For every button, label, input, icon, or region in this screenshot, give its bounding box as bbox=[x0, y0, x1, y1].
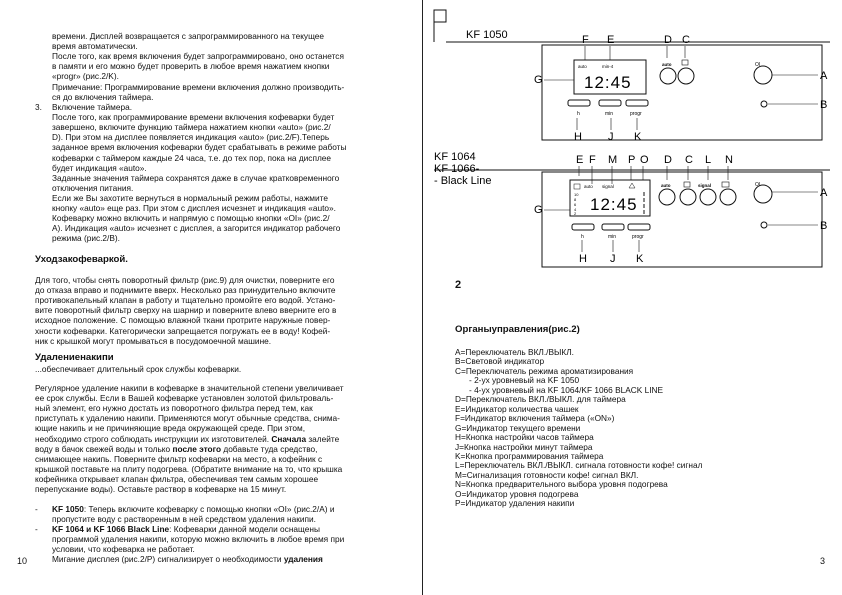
bold-segment: после этого bbox=[172, 443, 222, 454]
signal-button[interactable] bbox=[700, 189, 716, 205]
legend-item: - 4-ух уровневый на KF 1064/KF 1066 BLACK LINE bbox=[469, 384, 664, 395]
kf1064-cont3 bbox=[52, 554, 323, 564]
kf1064-bold: KF 1064 и KF 1066 Black Line bbox=[52, 524, 170, 534]
text-line: снимающее накипь. Поверните фильтр кофеварки на место, а кофейник с bbox=[35, 453, 323, 464]
callout-G2: G bbox=[534, 204, 543, 216]
text-line: режима (рис.2/B). bbox=[52, 233, 120, 244]
text-line: исходное положение. С помощью влажной ткани протрите наружные повер- bbox=[35, 315, 331, 326]
text-line: будет индикация «auto». bbox=[52, 162, 147, 173]
right-page bbox=[422, 0, 842, 595]
text-line: противокапельный клапан в работу и тщательно промойте его водой. Устано- bbox=[35, 295, 336, 306]
text-line: A). Индикация «auto» исчезнет с дисплея, а загорится индикатор рабочего bbox=[52, 223, 341, 234]
step-3-number: 3. bbox=[35, 102, 42, 112]
legend-item: O=Индикатор уровня подогрева bbox=[455, 488, 579, 499]
kf1064-line bbox=[52, 524, 320, 534]
kf1064-text: : Кофеварки данной модели оснащены bbox=[169, 524, 320, 534]
text-line: Примечание: Программирование времени включения должно производить- bbox=[52, 81, 345, 92]
legend-item: D=Переключатель ВКЛ./ВЫКЛ. для таймера bbox=[455, 394, 626, 405]
callout-H: H bbox=[574, 131, 582, 143]
legend-item: E=Индикатор количества чашек bbox=[455, 403, 579, 414]
btn-progr-label2: progr bbox=[632, 234, 644, 240]
text-line: D). При этом на дисплее появляется индикация «auto» (рис.2/F).Теперь bbox=[52, 132, 330, 143]
list-dash: - bbox=[35, 524, 38, 534]
text-line: кнопку «auto» еще раз. При этом с дисплея исчезнет и индикация «auto». bbox=[52, 203, 336, 213]
legend-item: N=Кнопка предварительного выбора уровня подогрева bbox=[455, 479, 668, 490]
callout-K: K bbox=[634, 131, 642, 143]
controls-heading: Органыуправления(рис.2) bbox=[455, 324, 580, 335]
kf1064-cont3-bold: удаления bbox=[283, 554, 323, 564]
callout-E2: E bbox=[576, 154, 584, 166]
text-line: завершено, включите функцию таймера нажатием кнопки «auto» (рис.2/ bbox=[52, 122, 331, 133]
text-line: кофеварки с таймером каждые 24 часа, т.е. до тех пор, пока на дисплее bbox=[52, 152, 332, 163]
text-line bbox=[35, 444, 317, 454]
text-line: «progr» (рис.2/K). bbox=[52, 71, 119, 82]
callout-G: G bbox=[534, 74, 543, 86]
legend-item: M=Сигнализация готовности кофе! сигнал ВКЛ. bbox=[455, 469, 639, 480]
text-segment: добавьте туда средство, bbox=[221, 443, 318, 454]
power-button[interactable] bbox=[754, 66, 772, 84]
text-line: ный элемент, его нужно достать из поворотного фильтра перед тем, как bbox=[35, 403, 313, 414]
text-line: После того, как программирование времени включения кофеварки будет bbox=[52, 112, 335, 123]
kf1050-text: : Теперь включите кофеварку с помощью кнопки «OI» (рис.2/A) и bbox=[83, 504, 335, 514]
btn-oi-label: OI bbox=[755, 62, 761, 68]
callout-J2: J bbox=[610, 253, 616, 265]
text-line: заданное время включения кофеварки будет срабатывать в режиме работы bbox=[52, 142, 347, 153]
legend-item: L=Переключатель ВКЛ./ВЫКЛ. сигнала готовности кофе! сигнал bbox=[455, 460, 703, 471]
callout-F: F bbox=[582, 34, 589, 46]
btn-h-label2: h bbox=[581, 234, 584, 240]
callout-B2: B bbox=[820, 220, 828, 232]
page-number-left: 10 bbox=[17, 556, 28, 566]
page-number-right: 3 bbox=[820, 556, 826, 566]
callout-E: E bbox=[607, 34, 615, 46]
scale-6: 6 bbox=[574, 202, 577, 207]
text-line: времени. Дисплей возвращается с запрограммированного на текущее bbox=[52, 31, 325, 41]
text-segment: залейте bbox=[306, 433, 340, 444]
text-line: Если же Вы захотите вернуться в нормальный режим работы, нажмите bbox=[52, 192, 328, 203]
display-time2: 12:45 bbox=[590, 195, 638, 214]
aroma-button-2[interactable] bbox=[680, 189, 696, 205]
callout-A2: A bbox=[820, 187, 828, 199]
kf1064-cont3-text: Мигание дисплея (рис.2/P) сигнализирует о необходимости bbox=[52, 554, 282, 564]
text-line: ющие накипь и не причиняющие вреда окружающей среде. При этом, bbox=[35, 423, 306, 434]
scale-2: 2 bbox=[574, 211, 577, 216]
text-line: кофейника открывает клапан фильтра, обеспечивая тем самым хорошее bbox=[35, 473, 319, 484]
text-line: крышкой поставьте на плиту подогрева. (Обратите внимание на то, что крышка bbox=[35, 463, 343, 474]
bold-segment: Сначала bbox=[271, 433, 307, 444]
text-segment: воду в бачок свежей воды и только bbox=[35, 443, 171, 454]
callout-M: M bbox=[608, 154, 618, 166]
display-auto2: auto bbox=[584, 184, 593, 189]
indicator-light-2 bbox=[761, 222, 767, 228]
indicator-light bbox=[761, 101, 767, 107]
text-segment: необходимо строго соблюдать инструкции их изготовителей. bbox=[35, 433, 270, 444]
display-time: 12:45 bbox=[584, 73, 632, 92]
text-line: до отказа вправо и поднимите вверх. Несколько раз принудительно включите bbox=[35, 285, 336, 296]
model-line-2: KF 1066- bbox=[434, 163, 480, 175]
text-line: Включение таймера. bbox=[52, 102, 133, 112]
text-line: в памяти и его можно будет проверить в любое время нажатием кнопки bbox=[52, 61, 330, 72]
text-line: После того, как время включения будет запрограммировано, оно останется bbox=[52, 51, 344, 62]
controls-legend bbox=[455, 348, 702, 509]
callout-H2: H bbox=[579, 253, 587, 265]
legend-item: F=Индикатор включения таймера («ON») bbox=[455, 413, 615, 424]
display-auto: auto bbox=[578, 64, 587, 69]
descale-heading: Удалениенакипи bbox=[35, 352, 114, 363]
text-line: Для того, чтобы снять поворотный фильтр (рис.9) для очистки, поверните его bbox=[35, 275, 335, 285]
text-line bbox=[35, 434, 339, 444]
legend-item: A=Переключатель ВКЛ./ВЫКЛ. bbox=[455, 347, 574, 357]
scale-10: 10 bbox=[574, 192, 579, 197]
callout-F2: F bbox=[589, 154, 596, 166]
text-line: Регулярное удаление накипи в кофеварке в значительной степени увеличивает bbox=[35, 383, 344, 393]
btn-signal-label: signal bbox=[698, 183, 712, 188]
callout-J: J bbox=[608, 131, 614, 143]
cup-icon-2 bbox=[684, 182, 690, 187]
list-dash: - bbox=[35, 504, 38, 514]
text-line: ник с крышкой могут промываться в посудомоечной машине. bbox=[35, 335, 272, 346]
kf1064-cont1: программой удаления накипи, которую можно включить в любое время при bbox=[52, 534, 345, 544]
warming-icon bbox=[722, 182, 729, 187]
legend-item: P=Индикатор удаления накипи bbox=[455, 498, 575, 509]
callout-L: L bbox=[705, 154, 712, 166]
cup-count-icon bbox=[574, 184, 580, 189]
cup-icon bbox=[682, 60, 688, 65]
progr-button[interactable] bbox=[626, 100, 648, 106]
auto-button[interactable] bbox=[660, 68, 676, 84]
text-line: перепускание воды). Оставьте раствор в кофеварке на 15 минут. bbox=[35, 484, 287, 494]
btn-progr-label: progr bbox=[630, 111, 642, 117]
kf1064-cont2: условии, что кофеварка не работает. bbox=[52, 544, 195, 554]
text-line: вите поворотный фильтр сверху на шарнир и поверните влево вверните его в bbox=[35, 305, 337, 316]
model-kf1050: KF 1050 bbox=[466, 29, 508, 41]
h-button[interactable] bbox=[568, 100, 590, 106]
aroma-button[interactable] bbox=[678, 68, 694, 84]
btn-oi-label2: OI bbox=[755, 182, 761, 188]
text-line: ся до включения таймера. bbox=[52, 91, 154, 102]
kf1050-line bbox=[52, 504, 334, 514]
legend-item: G=Индикатор текущего времени bbox=[455, 422, 581, 433]
min-button[interactable] bbox=[599, 100, 621, 106]
warming-button[interactable] bbox=[720, 189, 736, 205]
care-heading: Уходзакофеваркой. bbox=[35, 254, 128, 265]
kf1050-cont: пропустите воду с растворенным в ней средством удаления накипи. bbox=[52, 514, 316, 524]
auto-button-2[interactable] bbox=[659, 189, 675, 205]
legend-item: J=Кнопка настройки минут таймера bbox=[455, 441, 593, 452]
power-button-2[interactable] bbox=[754, 185, 772, 203]
callout-P: P bbox=[628, 154, 636, 166]
warning-icon bbox=[629, 183, 635, 188]
legend-item: C=Переключатель режима ароматизирования bbox=[455, 365, 634, 376]
callout-A: A bbox=[820, 70, 828, 82]
text-line: Кофеварку можно включить и напрямую с помощью кнопки «OI» (рис.2/ bbox=[52, 213, 330, 224]
figure-number: 2 bbox=[455, 279, 462, 291]
descale-subtitle: ...обеспечивает длительный срок службы кофеварки. bbox=[35, 364, 242, 374]
text-line: хности кофеварки. Категорически запрещается погружать ее в воду! Кофей- bbox=[35, 325, 331, 336]
legend-item: - 2-ух уровневый на KF 1050 bbox=[469, 375, 580, 386]
figure-2-diagram bbox=[422, 0, 842, 280]
btn-min-label: min bbox=[605, 111, 614, 117]
text-line: ее срок службы. Если в Вашей кофеварке установлен золотой фильтроваль- bbox=[35, 393, 334, 404]
h-button-2[interactable] bbox=[572, 224, 594, 230]
scale-8: 8 bbox=[574, 197, 577, 202]
callout-D2: D bbox=[664, 154, 672, 166]
callout-K2: K bbox=[636, 253, 644, 265]
model-line-1: KF 1064 bbox=[434, 151, 476, 163]
btn-min-label2: min bbox=[608, 234, 617, 240]
model-line-3: - Black Line bbox=[434, 175, 492, 187]
scale-4: 4 bbox=[574, 207, 577, 212]
legend-item: H=Кнопка настройки часов таймера bbox=[455, 432, 594, 443]
btn-auto-label2: auto bbox=[661, 183, 671, 188]
callout-C2: C bbox=[685, 154, 693, 166]
callout-D: D bbox=[664, 34, 672, 46]
text-line: Заданные значения таймера сохранятся даже в случае кратковременного bbox=[52, 172, 340, 183]
min-button-2[interactable] bbox=[602, 224, 624, 230]
text-line: отключения питания. bbox=[52, 182, 134, 193]
legend-item: K=Кнопка программирования таймера bbox=[455, 450, 604, 461]
callout-O: O bbox=[640, 154, 649, 166]
display-min: min-4 bbox=[602, 64, 614, 69]
text-line: приступать к удалению накипи. Применяются могут обычные средства, снима- bbox=[35, 413, 340, 424]
progr-button-2[interactable] bbox=[628, 224, 650, 230]
callout-N: N bbox=[725, 154, 733, 166]
kf1050-bold: KF 1050 bbox=[52, 504, 84, 514]
callout-B: B bbox=[820, 99, 828, 111]
btn-auto-label: auto bbox=[662, 62, 672, 67]
callout-C: C bbox=[682, 34, 690, 46]
text-line: время автоматически. bbox=[52, 41, 138, 52]
legend-item: B=Световой индикатор bbox=[455, 356, 545, 367]
display-signal: signal bbox=[602, 184, 614, 189]
btn-h-label: h bbox=[577, 111, 580, 117]
